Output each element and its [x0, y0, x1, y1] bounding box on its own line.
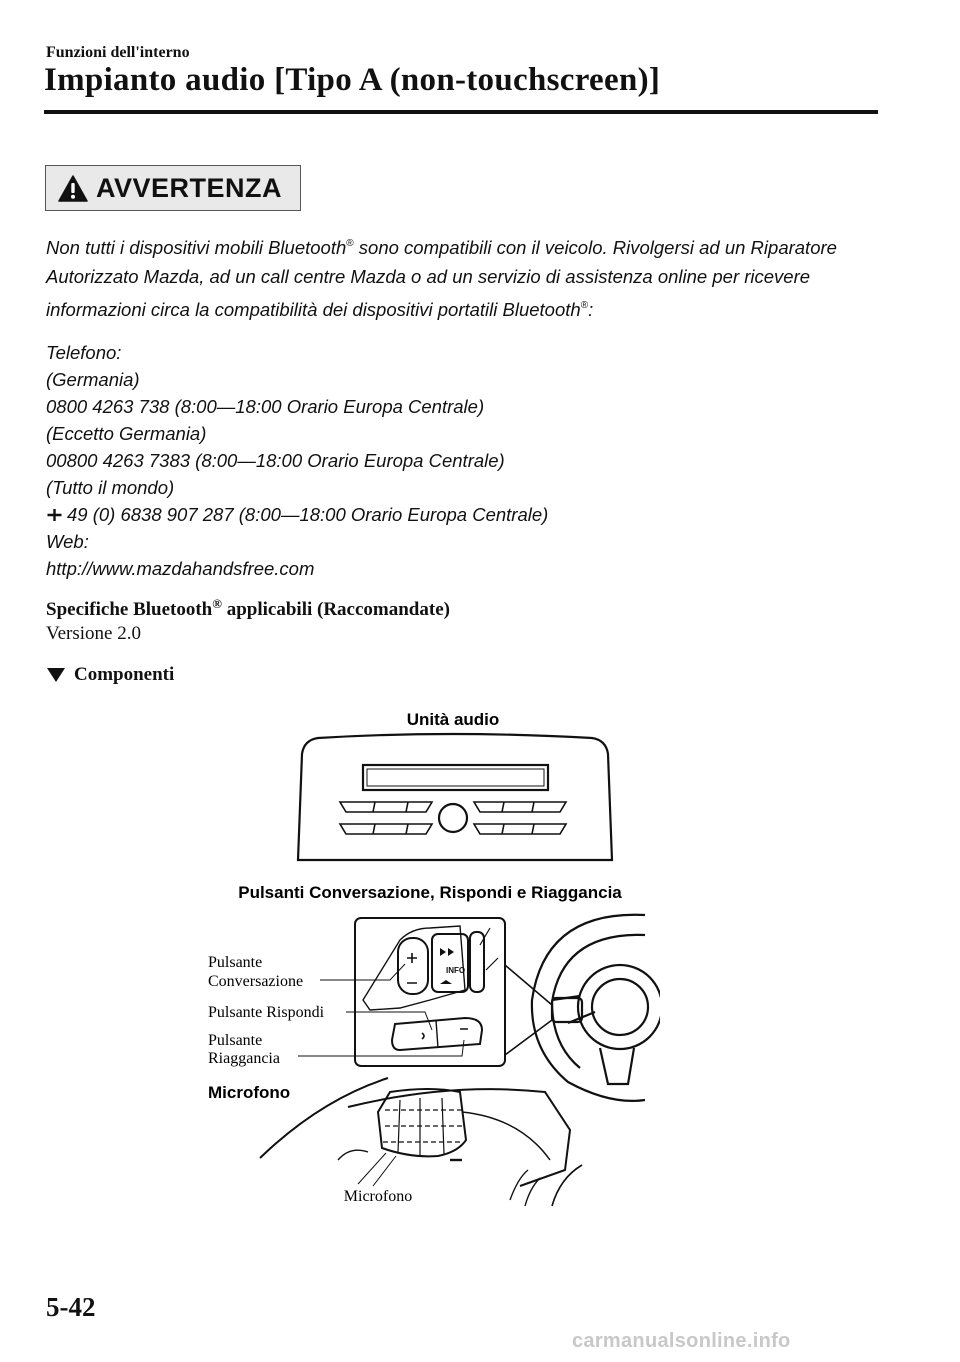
title-rule — [44, 110, 878, 114]
microphone-callout-label: Microfono — [343, 1188, 413, 1205]
contact-line: (Eccetto Germania) — [46, 423, 207, 444]
warning-text-part2: sono compatibili con il veicolo. Rivolgersi ad un Riparatore Autorizzato Mazda, ad un call centre Mazda o ad un servizio di assistenza online per ricevere informazioni circa la compatibilità dei dispositivi portatili Bluetooth — [46, 237, 837, 320]
buttons-group-label: Pulsanti Conversazione, Rispondi e Riaggancia — [238, 883, 622, 902]
answer-button-label: Pulsante Rispondi — [208, 1004, 325, 1021]
contact-line: 00800 4263 7383 (8:00—18:00 Orario Europa Centrale) — [46, 450, 505, 471]
contact-phone-intl: 49 (0) 6838 907 287 (8:00—18:00 Orario Europa Centrale) — [67, 504, 549, 525]
contact-url: http://www.mazdahandsfree.com — [46, 558, 315, 579]
watermark: carmanualsonline.info — [572, 1330, 791, 1352]
components-heading-text: Componenti — [74, 664, 175, 685]
steering-switch-closeup — [355, 918, 505, 1066]
contact-line: 0800 4263 738 (8:00—18:00 Orario Europa Centrale) — [46, 396, 485, 417]
contact-line: Telefono: — [46, 342, 122, 363]
contact-line: (Germania) — [46, 369, 140, 390]
hangup-button-label: Pulsante — [208, 1032, 263, 1049]
microphone-group-label: Microfono — [208, 1083, 291, 1102]
audio-unit-illustration — [298, 734, 612, 860]
section-label: Funzioni dell'interno — [46, 44, 190, 61]
overhead-console-illustration — [260, 1078, 582, 1206]
spec-heading-part1: Specifiche Bluetooth — [46, 599, 213, 620]
components-diagram — [200, 700, 660, 1220]
page-number: 5-42 — [46, 1292, 96, 1322]
warning-paragraph — [46, 229, 876, 324]
info-key-label: INFO — [446, 966, 466, 975]
contact-line-intl — [46, 501, 876, 528]
registered-mark: ® — [580, 300, 589, 311]
warning-triangle-icon — [58, 175, 88, 202]
talk-button-label: Conversazione — [208, 973, 304, 990]
contact-line: Web: — [46, 531, 89, 552]
warning-label: AVVERTENZA — [96, 172, 283, 203]
plus-icon — [46, 508, 63, 522]
triangle-down-icon — [46, 667, 66, 683]
contact-list — [46, 339, 876, 582]
registered-mark: ® — [212, 596, 222, 611]
steering-wheel-overview — [505, 915, 660, 1101]
warning-text-part3: : — [588, 299, 594, 320]
components-heading — [46, 664, 174, 686]
warning-text-part1: Non tutti i dispositivi mobili Bluetooth — [46, 237, 347, 258]
registered-mark: ® — [346, 238, 354, 249]
warning-box — [45, 165, 301, 211]
spec-heading-part2: applicabili (Raccomandate) — [221, 599, 450, 620]
contact-line: (Tutto il mondo) — [46, 477, 175, 498]
hangup-button-label: Riaggancia — [208, 1050, 280, 1067]
page-title: Impianto audio [Tipo A (non-touchscreen)] — [44, 62, 661, 98]
spec-heading — [46, 596, 450, 621]
audio-unit-label: Unità audio — [406, 710, 500, 729]
talk-button-label: Pulsante — [208, 954, 263, 971]
spec-value: Versione 2.0 — [46, 623, 141, 644]
